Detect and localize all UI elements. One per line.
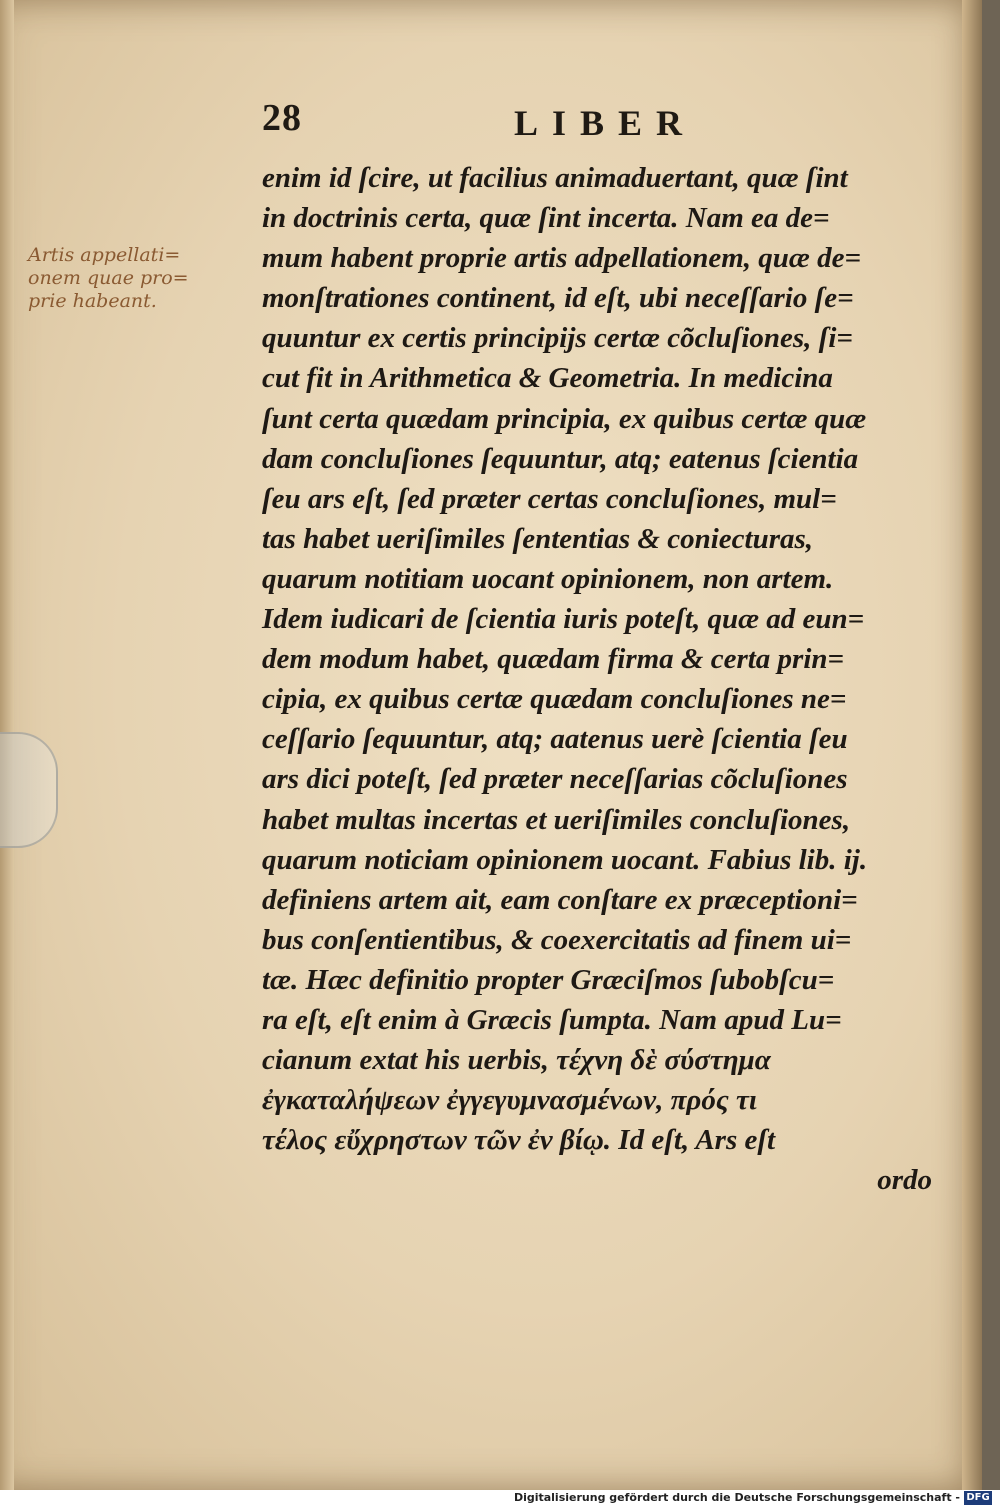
text-line: quuntur ex certis principijs certæ cõcluſiones, ſi= [262, 322, 853, 355]
text-line: ſeu ars eſt, ſed præter certas concluſiones, mul= [262, 482, 837, 515]
text-line: quarum notitiam uocant opinionem, non artem. [262, 562, 834, 595]
marginal-note-line: onem quae pro= [28, 267, 189, 289]
digitization-credit: Digitalisierung gefördert durch die Deutsche Forschungsgemeinschaft - [513, 1491, 960, 1504]
text-line: dam concluſiones ſequuntur, atq; eatenus ſcientia [262, 442, 859, 475]
text-line: cipia, ex quibus certæ quædam concluſiones ne= [262, 683, 847, 716]
handwritten-marginal-note [28, 244, 258, 313]
text-line: cut fit in Arithmetica & Geometria. In medicina [262, 362, 833, 395]
text-line: mum habent proprie artis adpellationem, quæ de= [262, 242, 861, 275]
text-line: bus conſentientibus, & coexercitatis ad finem ui= [262, 923, 852, 956]
text-line: ra eſt, eſt enim à Græcis ſumpta. Nam apud Lu= [262, 1003, 842, 1036]
text-line: quarum noticiam opinionem uocant. Fabius lib. ij. [262, 843, 868, 876]
page-edge-right [962, 0, 982, 1490]
text-line: τέλος εὔχρηστων τῶν ἐν βίῳ. Id eſt, Ars eſt [262, 1124, 776, 1157]
running-head: LIBER [514, 103, 697, 143]
text-line: monſtrationes continent, id eſt, ubi neceſſario ſe= [262, 282, 854, 315]
dfg-logo: DFG [964, 1491, 992, 1505]
marginal-note-line: prie habeant. [28, 290, 157, 312]
marginal-note-line: Artis appellati= [28, 244, 181, 266]
text-line: ars dici poteſt, ſed præter neceſſarias cõcluſiones [262, 763, 848, 796]
page-number: 28 [262, 97, 302, 139]
text-line: ceſſario ſequuntur, atq; aatenus uerè ſcientia ſeu [262, 723, 848, 756]
text-line: tas habet ueriſimiles ſententias & coniecturas, [262, 522, 814, 555]
text-line: cianum extat his uerbis, τέχνη δὲ σύστημα [262, 1044, 771, 1077]
text-line: enim id ſcire, ut facilius animaduertant, quæ ſint [262, 162, 848, 194]
main-text-block [262, 158, 932, 1200]
text-line: definiens artem ait, eam conſtare ex præceptioni= [262, 883, 858, 916]
text-line: tæ. Hæc definitio propter Græciſmos ſubobſcu= [262, 963, 835, 996]
text-line: Idem iudicari de ſcientia iuris poteſt, quæ ad eun= [262, 603, 865, 636]
text-line: in doctrinis certa, quæ ſint incerta. Nam ea de= [262, 202, 830, 235]
page-clip [0, 732, 58, 848]
text-line: habet multas incertas et ueriſimiles concluſiones, [262, 803, 851, 836]
text-line: dem modum habet, quædam firma & certa prin= [262, 643, 845, 676]
text-line: ſunt certa quædam principia, ex quibus certæ quæ [262, 402, 867, 435]
text-line: ἐγκαταλήψεων ἐγγεγυμνασμένων, πρός τι [262, 1084, 757, 1117]
catchword: ordo [877, 1164, 932, 1197]
